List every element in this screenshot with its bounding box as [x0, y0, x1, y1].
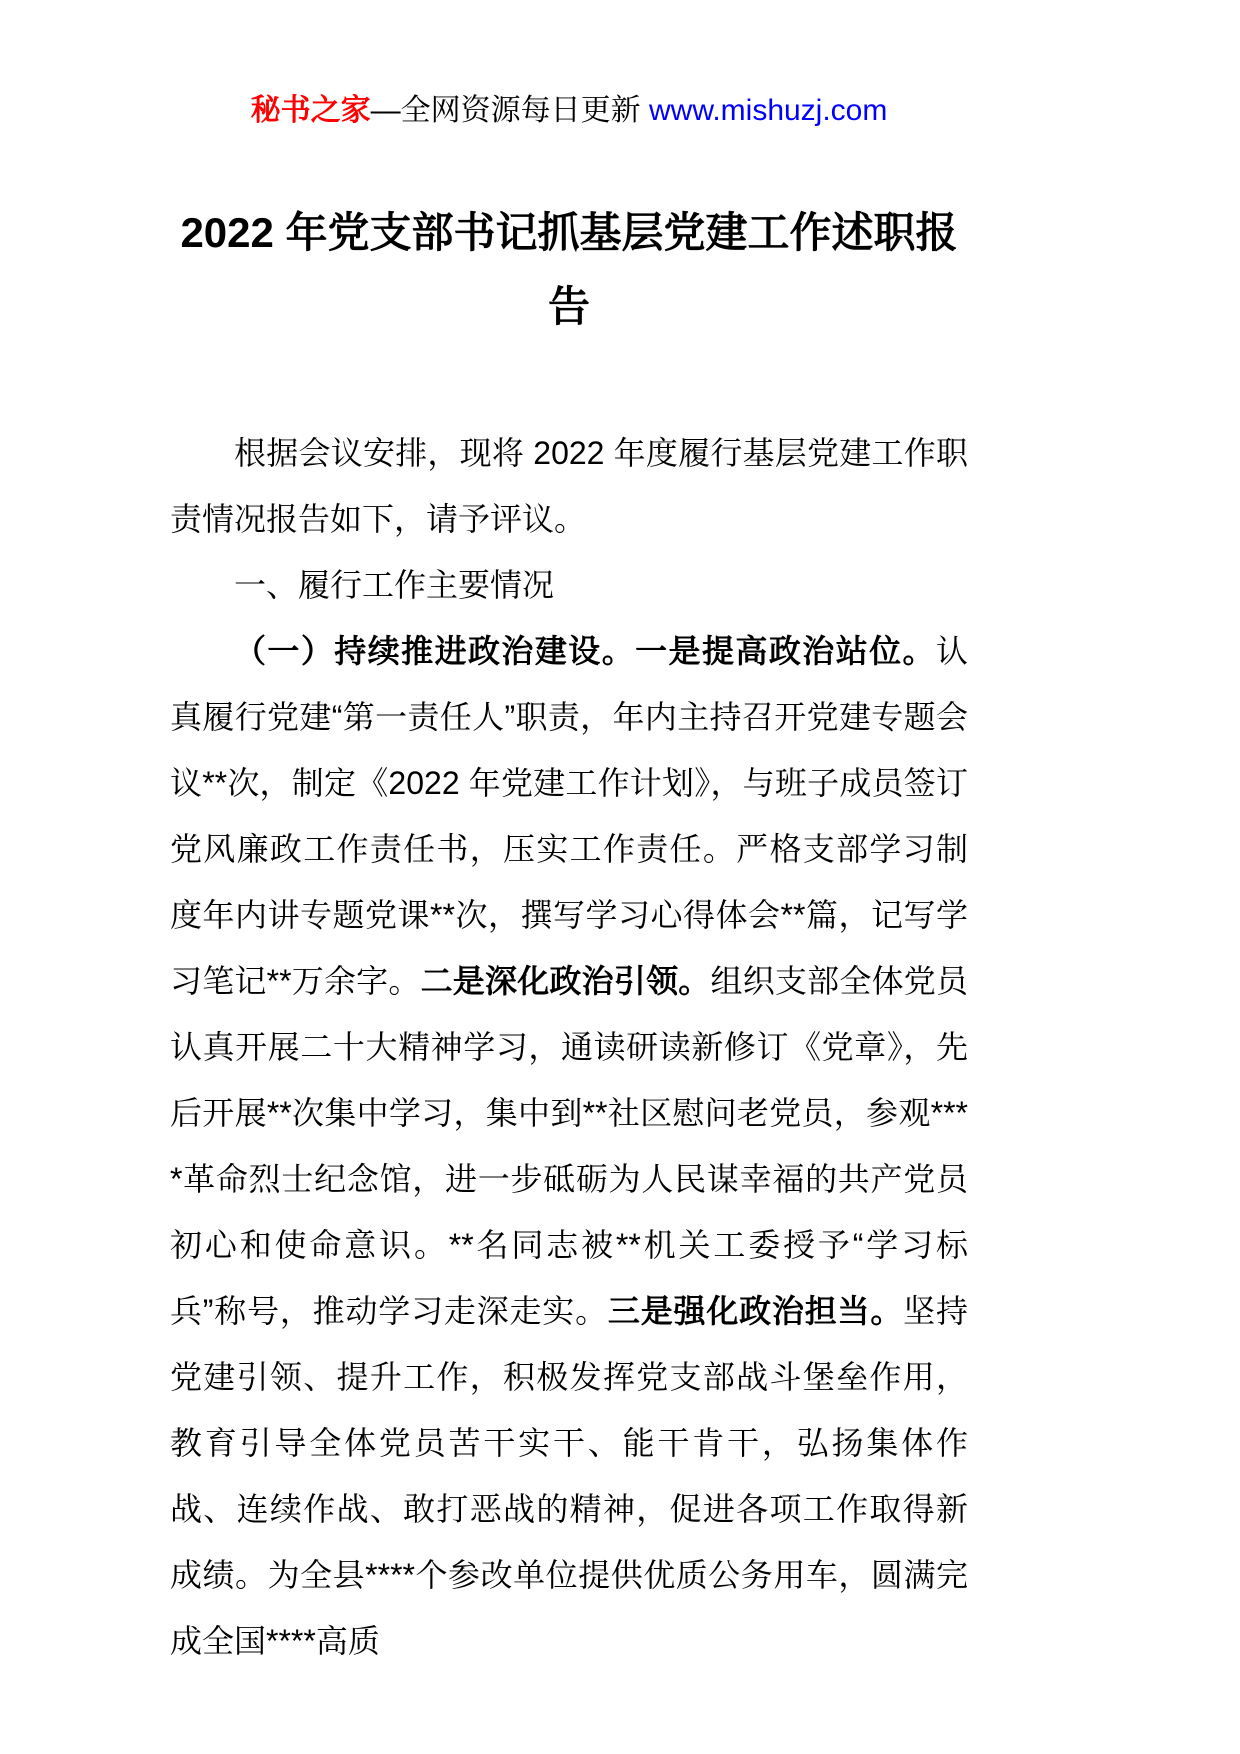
text-segment-body-2: 组织支部全体党员认真开展二十大精神学习，通读研读新修订《党章》，先后开展**次集中学习，集中到**社区慰问老党员，参观****革命烈士纪念馆，进一步砥砺为人民谋幸福的共产党员初心和使命意识。**名同志被**机关工委授予“学习标兵”称号，推动学习走深走实。	[170, 963, 968, 1329]
paragraph-intro: 根据会议安排，现将 2022 年度履行基层党建工作职责情况报告如下，请予评议。	[170, 435, 968, 537]
document-title: 2022 年党支部书记抓基层党建工作述职报告	[180, 209, 958, 330]
text-segment-lead-1: （一）持续推进政治建设。一是提高政治站位。	[234, 633, 936, 669]
text-segment-lead-2: 二是深化政治引领。	[420, 963, 711, 999]
header-url-link[interactable]: www.mishuzj.com	[648, 94, 888, 127]
page-header	[170, 88, 968, 134]
section-heading-1: 一、履行工作主要情况	[234, 567, 555, 603]
text-segment-body-1: 认真履行党建“第一责任人”职责，年内主持召开党建专题会议**次，制定《2022 年党建工作计划》，与班子成员签订党风廉政工作责任书，压实工作责任。严格支部学习制度年内讲专题党课**次，撰写学习心得体会**篇，记写学习笔记**万余字。	[170, 633, 968, 999]
paragraph-political-building	[170, 618, 968, 1674]
header-tagline: —全网资源每日更新	[370, 94, 649, 127]
text-segment-body-3: 坚持党建引领、提升工作，积极发挥党支部战斗堡垒作用，教育引导全体党员苦干实干、能干肯干，弘扬集体作战、连续作战、敢打恶战的精神，促进各项工作取得新成绩。为全县****个参改单位提供优质公务用车，圆满完成全国****高质	[170, 1293, 968, 1659]
text-segment-lead-3: 三是强化政治担当。	[607, 1293, 904, 1329]
header-brand: 秘书之家	[250, 94, 371, 127]
